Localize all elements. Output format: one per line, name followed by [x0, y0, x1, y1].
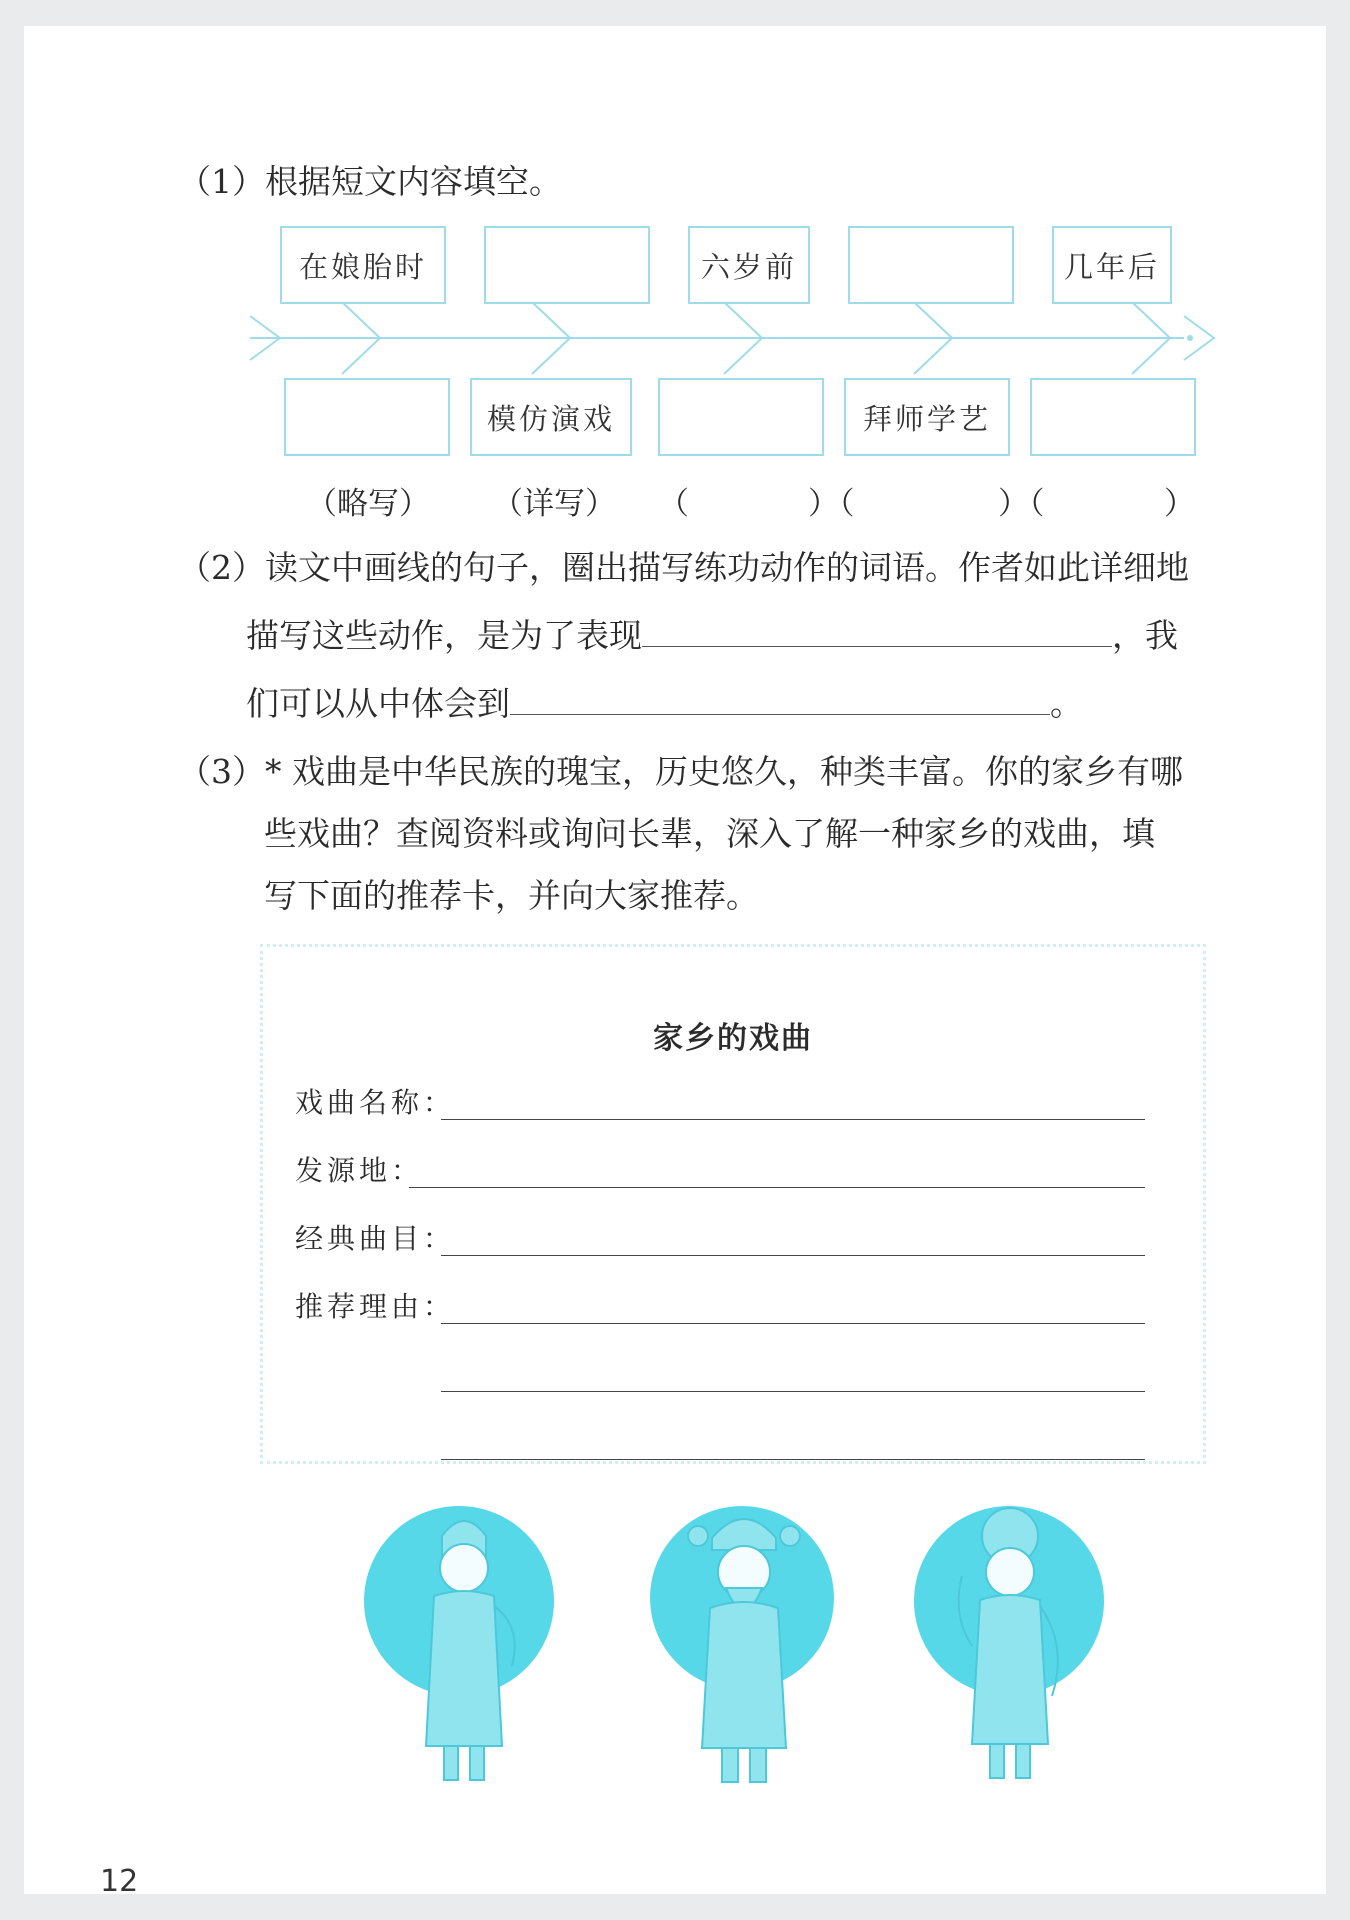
field-reason-line-2[interactable]: [441, 1391, 1145, 1392]
timeline-bottom-box-2: 模仿演戏: [470, 378, 632, 456]
question-1: （1）根据短文内容填空。: [178, 162, 562, 201]
timeline-top-box-3: 六岁前: [688, 226, 810, 304]
field-origin-label: 发源地：: [295, 1154, 424, 1187]
card-title: 家乡的戏曲: [653, 1021, 813, 1056]
timeline-top-box-2[interactable]: [484, 226, 650, 304]
timeline-top-box-4[interactable]: [848, 226, 1014, 304]
note-blank-close: ）: [1164, 486, 1195, 522]
opera-bearded-figure-illustration: [682, 1492, 806, 1792]
note-blank-open[interactable]: （: [658, 486, 689, 522]
question-3-line-3: 写下面的推荐卡，并向大家推荐。: [264, 876, 759, 915]
timeline-bottom-box-5[interactable]: [1030, 378, 1196, 456]
page-number: 12: [100, 1864, 139, 1899]
opera-female-figure-illustration: [404, 1496, 524, 1796]
question-2-line-3: [246, 684, 1083, 724]
field-reason-line-3[interactable]: [441, 1459, 1145, 1460]
question-2-line-2-end: ，我: [1112, 616, 1178, 655]
answer-blank-1[interactable]: [642, 645, 1112, 647]
opera-warrior-figure-illustration: [948, 1496, 1072, 1796]
field-classic-repertoire-label: 经典曲目：: [295, 1222, 456, 1255]
field-classic-repertoire-line[interactable]: [441, 1255, 1145, 1256]
field-reason-label: 推荐理由：: [295, 1290, 456, 1323]
timeline-top-box-5: 几年后: [1052, 226, 1172, 304]
note-detailed: （详写）: [492, 486, 616, 522]
field-opera-name-label: 戏曲名称：: [295, 1086, 456, 1119]
question-2-line-2-text: 描写这些动作，是为了表现: [246, 616, 642, 655]
answer-blank-2[interactable]: [510, 713, 1050, 715]
timeline-bottom-box-3[interactable]: [658, 378, 824, 456]
question-2-line-3-text: 们可以从中体会到: [246, 684, 510, 723]
timeline-bottom-box-1[interactable]: [284, 378, 450, 456]
timeline-top-box-1: 在娘胎时: [280, 226, 446, 304]
field-opera-name-line[interactable]: [441, 1119, 1145, 1120]
note-blank-mid-2[interactable]: ）（: [998, 486, 1045, 522]
field-origin-line[interactable]: [409, 1187, 1145, 1188]
note-brief: （略写）: [306, 486, 430, 522]
question-2-line-1: （2）读文中画线的句子，圈出描写练功动作的词语。作者如此详细地: [178, 548, 1189, 587]
question-2-line-3-end: 。: [1050, 684, 1083, 723]
note-blank-mid-1[interactable]: ）（: [808, 486, 855, 522]
workbook-page: [24, 26, 1326, 1899]
recommendation-card: [260, 944, 1206, 1464]
timeline-bottom-box-4: 拜师学艺: [844, 378, 1010, 456]
question-3-line-2: 些戏曲？查阅资料或询问长辈，深入了解一种家乡的戏曲，填: [264, 814, 1155, 853]
field-reason-line-1[interactable]: [441, 1323, 1145, 1324]
question-3-line-1: （3）* 戏曲是中华民族的瑰宝，历史悠久，种类丰富。你的家乡有哪: [178, 752, 1183, 791]
question-2-line-2: [246, 616, 1178, 656]
